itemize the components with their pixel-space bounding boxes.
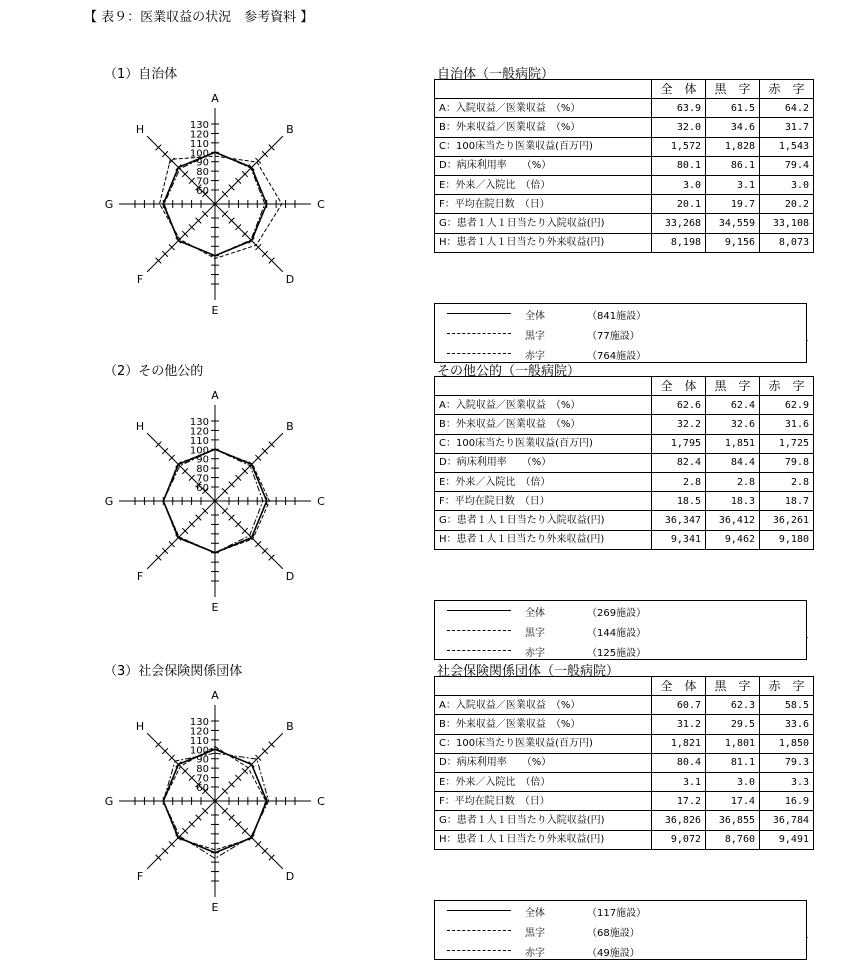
table-row [435,753,814,772]
table-row [435,415,814,434]
header-blank-cell [435,377,652,396]
legend-row [447,941,787,961]
table-cell: 3.3 [760,772,814,791]
table-cell: 1,543 [760,137,814,156]
legend-name: 赤字 [525,351,545,362]
corner-dot: ． [806,631,814,640]
table-cell: 82.4 [652,453,706,472]
legend-count: （144施設） [587,628,647,639]
table-cell: 20.1 [652,195,706,214]
table-row [435,118,814,137]
table-cell: 18.7 [760,492,814,511]
legend-count: （117施設） [587,908,647,919]
table-cell: 62.6 [652,396,706,415]
table-title: 自治体（一般病院） [437,67,555,82]
table-cell: 18.3 [706,492,760,511]
table-row [435,696,814,715]
table-cell: 1,801 [706,734,760,753]
legend-row [447,621,787,641]
header-blank-cell [435,677,652,696]
legend-row [447,601,787,621]
legend-line-icon [447,333,511,334]
axis-label-d: D [285,869,295,883]
table-cell: 9,462 [706,530,760,549]
table-title: その他公的（一般病院） [437,364,581,379]
table-row [435,811,814,830]
column-header: 全 体 [652,377,706,396]
legend-box [434,900,807,960]
column-header: 黒 字 [706,377,760,396]
section-label: （1）自治体 [104,67,178,82]
table-cell: 84.4 [706,453,760,472]
table-cell: 17.4 [706,792,760,811]
row-label: E：外来／入院比 （倍） [435,772,652,791]
table-cell: 3.1 [652,772,706,791]
axis-label-b: B [286,720,294,734]
table-cell: 16.9 [760,792,814,811]
row-label: H：患者１人１日当たり外来収益(円) [435,830,652,849]
scale-tick-label: 130 [189,417,209,428]
column-header: 赤 字 [760,677,814,696]
table-cell: 32.0 [652,118,706,137]
table-cell: 36,412 [706,511,760,530]
row-label: B：外来収益／医業収益 （%） [435,118,652,137]
table-cell: 58.5 [760,696,814,715]
data-table [434,676,814,850]
column-header: 全 体 [652,677,706,696]
legend-line-icon [447,650,511,651]
section-block [0,63,862,363]
legend-name: 黒字 [525,331,545,342]
row-label: A：入院収益／医業収益 （%） [435,696,652,715]
legend-row [447,304,787,324]
row-label: D：病床利用率 （%） [435,156,652,175]
table-cell: 1,851 [706,434,760,453]
table-row [435,99,814,118]
legend-line-icon [447,313,511,314]
axis-label-b: B [286,123,294,137]
row-label: H：患者１人１日当たり外来収益(円) [435,530,652,549]
axis-label-e: E [211,901,219,914]
table-cell: 8,073 [760,233,814,252]
radar-chart [100,680,330,920]
legend-name: 全体 [525,608,545,619]
legend-row [447,921,787,941]
scale-tick-label: 110 [189,138,209,150]
scale-tick-label: 80 [196,167,209,179]
axis-label-e: E [211,601,219,614]
scale-tick-label: 120 [189,726,209,738]
table-cell: 2.8 [652,472,706,491]
table-row [435,734,814,753]
column-header: 赤 字 [760,377,814,396]
legend-count: （841施設） [587,311,647,322]
table-cell: 9,180 [760,530,814,549]
scale-tick-label: 70 [196,773,209,785]
row-label: F：平均在院日数 （日） [435,195,652,214]
table-cell: 20.2 [760,195,814,214]
row-label: C：100床当たり医業収益(百万円) [435,734,652,753]
legend-count: （77施設） [587,331,640,342]
row-label: F：平均在院日数 （日） [435,492,652,511]
table-cell: 36,784 [760,811,814,830]
axis-label-h: H [135,123,145,137]
legend-line-icon [447,353,511,354]
table-header-row [435,677,814,696]
table-cell: 9,156 [706,233,760,252]
table-row [435,715,814,734]
table-cell: 19.7 [706,195,760,214]
table-cell: 80.1 [652,156,706,175]
section-label: （2）その他公的 [104,364,204,379]
column-header: 黒 字 [706,80,760,99]
row-label: C：100床当たり医業収益(百万円) [435,434,652,453]
table-cell: 36,826 [652,811,706,830]
legend-name: 全体 [525,311,545,322]
table-cell: 8,198 [652,233,706,252]
table-cell: 29.5 [706,715,760,734]
table-cell: 61.5 [706,99,760,118]
table-cell: 33,108 [760,214,814,233]
table-row [435,214,814,233]
scale-tick-label: 100 [189,445,209,457]
row-label: D：病床利用率 （%） [435,753,652,772]
scale-tick-label: 90 [196,157,209,169]
table-row [435,492,814,511]
axis-label-a: A [211,92,219,105]
scale-tick-label: 130 [189,120,209,131]
table-cell: 1,821 [652,734,706,753]
row-label: A：入院収益／医業収益 （%） [435,99,652,118]
legend-count: （269施設） [587,608,647,619]
axis-label-f: F [136,272,144,286]
axis-label-c: C [317,495,325,508]
table-row [435,233,814,252]
axis-label-h: H [135,420,145,434]
axis-label-c: C [317,198,325,211]
legend-count: （125施設） [587,648,647,659]
table-cell: 2.8 [706,472,760,491]
axis-label-d: D [285,272,295,286]
table-cell: 64.2 [760,99,814,118]
row-label: C：100床当たり医業収益(百万円) [435,137,652,156]
legend-row [447,324,787,344]
scale-tick-label: 100 [189,745,209,757]
table-title: 社会保険関係団体（一般病院） [437,664,620,679]
table-cell: 32.2 [652,415,706,434]
table-header-row [435,377,814,396]
table-cell: 1,795 [652,434,706,453]
table-cell: 18.5 [652,492,706,511]
column-header: 赤 字 [760,80,814,99]
scale-tick-label: 70 [196,473,209,485]
section-block [0,360,862,660]
table-cell: 1,828 [706,137,760,156]
table-row [435,195,814,214]
scale-tick-label: 90 [196,454,209,466]
table-cell: 62.3 [706,696,760,715]
scale-tick-label: 110 [189,435,209,447]
table-row [435,772,814,791]
table-cell: 3.0 [706,772,760,791]
table-cell: 79.8 [760,453,814,472]
column-header: 黒 字 [706,677,760,696]
table-cell: 63.9 [652,99,706,118]
table-cell: 62.4 [706,396,760,415]
legend-box [434,600,807,660]
table-cell: 31.7 [760,118,814,137]
table-cell: 1,572 [652,137,706,156]
table-cell: 3.0 [760,175,814,194]
page-title: 【 表９：医業収益の状況 参考資料 】 [84,10,314,25]
radar-chart [100,380,330,620]
table-cell: 1,725 [760,434,814,453]
row-label: A：入院収益／医業収益 （%） [435,396,652,415]
axis-label-e: E [211,304,219,317]
axis-label-g: G [104,198,114,211]
table-row [435,830,814,849]
table-cell: 34,559 [706,214,760,233]
legend-name: 黒字 [525,628,545,639]
table-row [435,453,814,472]
row-label: H：患者１人１日当たり外来収益(円) [435,233,652,252]
table-cell: 86.1 [706,156,760,175]
scale-tick-label: 70 [196,176,209,188]
legend-line-icon [447,910,511,911]
legend-line-icon [447,930,511,931]
axis-label-c: C [317,795,325,808]
legend-line-icon [447,950,511,951]
axis-label-d: D [285,569,295,583]
table-cell: 9,341 [652,530,706,549]
axis-label-g: G [104,795,114,808]
column-header: 全 体 [652,80,706,99]
table-cell: 33.6 [760,715,814,734]
axis-label-f: F [136,569,144,583]
row-label: E：外来／入院比 （倍） [435,472,652,491]
table-cell: 36,347 [652,511,706,530]
row-label: B：外来収益／医業収益 （%） [435,415,652,434]
legend-name: 赤字 [525,948,545,959]
row-label: G：患者１人１日当たり入院収益(円) [435,811,652,830]
header-blank-cell [435,80,652,99]
table-cell: 9,491 [760,830,814,849]
row-label: D：病床利用率 （%） [435,453,652,472]
table-row [435,472,814,491]
table-cell: 32.6 [706,415,760,434]
legend-line-icon [447,610,511,611]
corner-dot: ． [806,931,814,940]
data-table [434,376,814,550]
scale-tick-label: 80 [196,464,209,476]
scale-tick-label: 80 [196,764,209,776]
scale-tick-label: 60 [196,483,209,494]
scale-tick-label: 130 [189,717,209,728]
table-cell: 3.1 [706,175,760,194]
legend-name: 黒字 [525,928,545,939]
table-cell: 36,855 [706,811,760,830]
axis-label-b: B [286,420,294,434]
table-cell: 3.0 [652,175,706,194]
table-row [435,396,814,415]
table-cell: 79.3 [760,753,814,772]
legend-count: （764施設） [587,351,647,362]
legend-box [434,303,807,363]
table-cell: 9,072 [652,830,706,849]
legend-row [447,641,787,661]
table-header-row [435,80,814,99]
table-cell: 79.4 [760,156,814,175]
axis-label-f: F [136,869,144,883]
row-label: G：患者１人１日当たり入院収益(円) [435,511,652,530]
row-label: E：外来／入院比 （倍） [435,175,652,194]
scale-tick-label: 100 [189,148,209,160]
axis-label-h: H [135,720,145,734]
scale-tick-label: 110 [189,735,209,747]
table-row [435,530,814,549]
table-row [435,511,814,530]
legend-line-icon [447,630,511,631]
table-cell: 80.4 [652,753,706,772]
legend-count: （49施設） [587,948,640,959]
table-row [435,792,814,811]
table-cell: 17.2 [652,792,706,811]
scale-tick-label: 60 [196,186,209,197]
legend-count: （68施設） [587,928,640,939]
table-cell: 31.2 [652,715,706,734]
axis-label-g: G [104,495,114,508]
legend-name: 赤字 [525,648,545,659]
table-cell: 60.7 [652,696,706,715]
row-label: F：平均在院日数 （日） [435,792,652,811]
table-cell: 31.6 [760,415,814,434]
axis-label-a: A [211,689,219,702]
corner-dot: ． [806,334,814,343]
table-cell: 36,261 [760,511,814,530]
section-block [0,660,862,960]
table-row [435,156,814,175]
scale-tick-label: 60 [196,783,209,794]
legend-name: 全体 [525,908,545,919]
scale-tick-label: 120 [189,129,209,141]
axis-label-a: A [211,389,219,402]
table-row [435,175,814,194]
table-cell: 62.9 [760,396,814,415]
scale-tick-label: 120 [189,426,209,438]
table-cell: 34.6 [706,118,760,137]
scale-tick-label: 90 [196,754,209,766]
table-row [435,137,814,156]
legend-row [447,901,787,921]
table-cell: 81.1 [706,753,760,772]
table-cell: 33,268 [652,214,706,233]
table-row [435,434,814,453]
row-label: G：患者１人１日当たり入院収益(円) [435,214,652,233]
table-cell: 8,760 [706,830,760,849]
radar-chart [100,83,330,323]
table-cell: 1,850 [760,734,814,753]
row-label: B：外来収益／医業収益 （%） [435,715,652,734]
section-label: （3）社会保険関係団体 [104,664,243,679]
table-cell: 2.8 [760,472,814,491]
data-table [434,79,814,253]
